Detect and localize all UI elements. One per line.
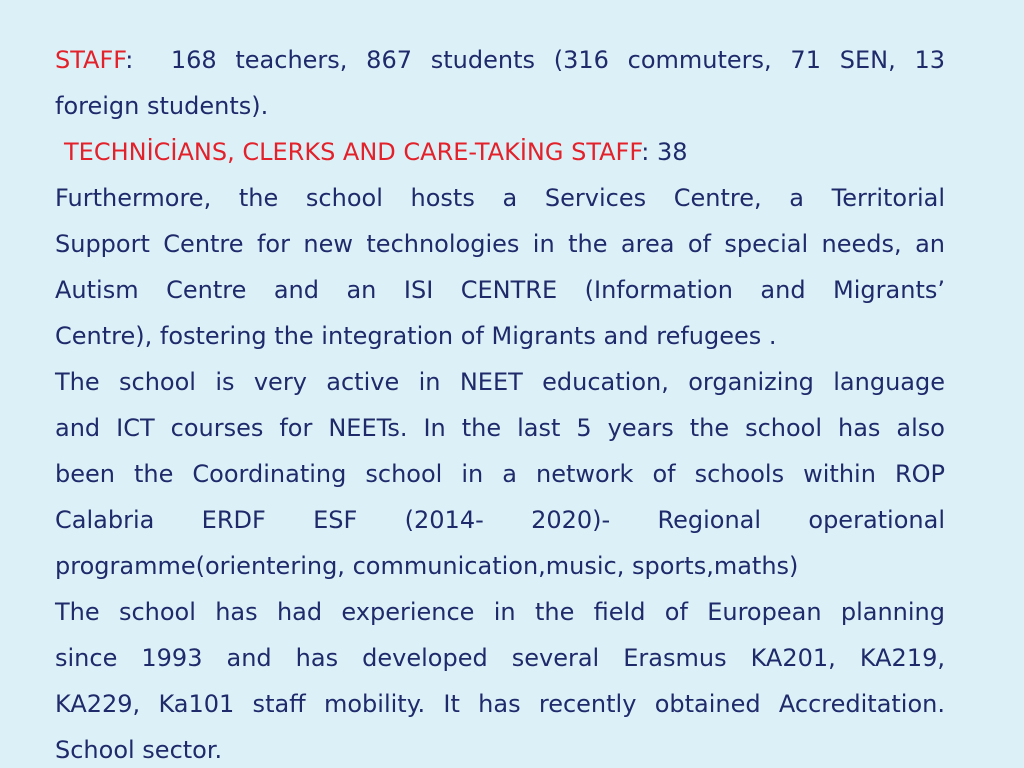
paragraph-line: Calabria ERDF ESF (2014- 2020)- Regional operational: [55, 506, 945, 534]
slide-content: [55, 37, 945, 768]
paragraph-line: Centre), fostering the integration of Migrants and refugees .: [55, 322, 777, 350]
paragraph-neet: [55, 359, 945, 589]
paragraph-line: programme(orientering, communication,music, sports,maths): [55, 552, 799, 580]
staff-separator: :: [125, 46, 134, 74]
staff-line-continued: foreign students).: [55, 92, 269, 120]
paragraph-services: [55, 175, 945, 359]
paragraph-line: Support Centre for new technologies in the area of special needs, an: [55, 230, 945, 258]
paragraph-line: Furthermore, the school hosts a Services Centre, a Territorial: [55, 184, 945, 212]
staff-text: 168 teachers, 867 students (316 commuters, 71 SEN, 13: [170, 46, 945, 74]
technicians-label: TECHNİCİANS, CLERKS AND CARE-TAKİNG STAFF: [64, 138, 642, 166]
technicians-value: : 38: [641, 138, 688, 166]
technicians-line: [55, 129, 945, 175]
paragraph-line: been the Coordinating school in a network of schools within ROP: [55, 460, 945, 488]
paragraph-line: Autism Centre and an ISI CENTRE (Information and Migrants’: [55, 276, 945, 304]
paragraph-line: School sector.: [55, 736, 223, 764]
paragraph-line: KA229, Ka101 staff mobility. It has recently obtained Accreditation.: [55, 690, 945, 718]
staff-line: [55, 37, 945, 83]
paragraph-line: since 1993 and has developed several Erasmus KA201, KA219,: [55, 644, 945, 672]
staff-label: STAFF: [55, 46, 126, 74]
paragraph-line: and ICT courses for NEETs. In the last 5 years the school has also: [55, 414, 945, 442]
paragraph-line: The school is very active in NEET education, organizing language: [55, 368, 945, 396]
paragraph-line: The school has had experience in the field of European planning: [55, 598, 945, 626]
paragraph-erasmus: [55, 589, 945, 768]
